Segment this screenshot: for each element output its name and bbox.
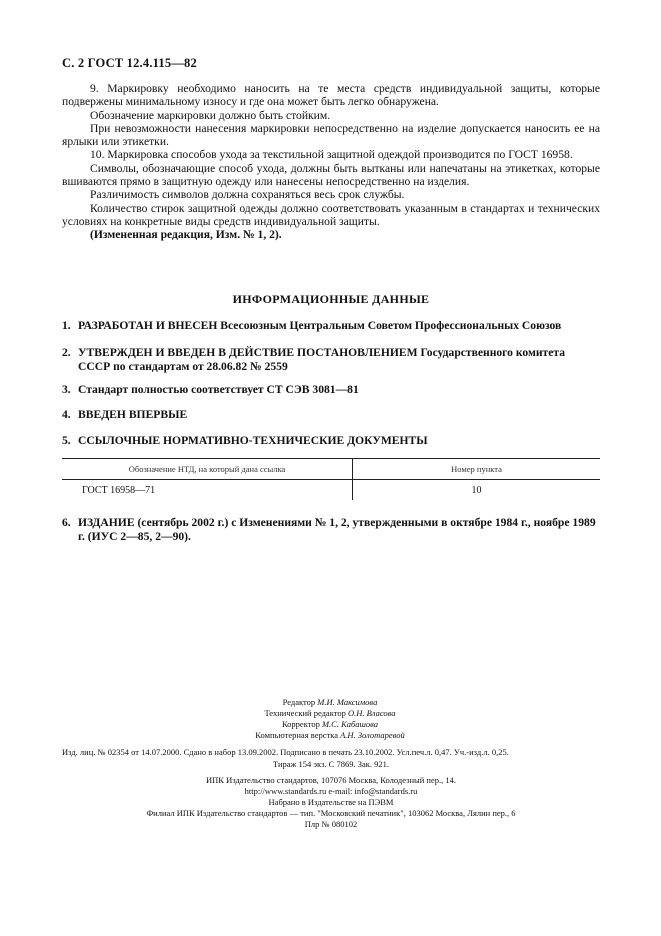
paragraph-marking-durable: Обозначение маркировки должно быть стойким. bbox=[90, 108, 331, 122]
credit-layout: Компьютерная верстка А.Н. Золотаревой bbox=[255, 730, 405, 740]
info-item-1: 1. РАЗРАБОТАН И ВНЕСЕН Всесоюзным Центральным Советом Профессиональных Союзов bbox=[62, 319, 562, 332]
amendment-note: (Измененная редакция, Изм. № 1, 2). bbox=[90, 228, 282, 242]
table-cell-clause: 10 bbox=[471, 484, 482, 496]
imprint-web: http://www.standards.ru e-mail: info@standards.ru bbox=[244, 786, 418, 796]
imprint-block bbox=[62, 775, 600, 830]
editorial-credits bbox=[230, 697, 430, 741]
table-cell-document: ГОСТ 16958—71 bbox=[62, 480, 353, 501]
imprint-printer: Филиал ИПК Издательство стандартов — тип. "Московский печатник", 103062 Москва, Лялин пер., 6 bbox=[146, 808, 516, 818]
table-header-document: Обозначение НТД, на который дана ссылка bbox=[62, 459, 353, 480]
paragraph-labels: При невозможности нанесения маркировки непосредственно на изделие допускается наносить ее на ярлыки или этикетки. bbox=[62, 121, 600, 149]
table-header-clause: Номер пункта bbox=[353, 459, 601, 480]
paragraph-10: 10. Маркировка способов ухода за текстильной защитной одеждой производится по ГОСТ 16958. bbox=[90, 148, 573, 162]
credit-technical-editor: Технический редактор О.Н. Власова bbox=[264, 708, 396, 718]
credit-editor: Редактор М.И. Максимова bbox=[282, 697, 378, 707]
imprint-typeset: Набрано в Издательстве на ПЭВМ bbox=[268, 797, 394, 807]
info-item-5: 5. ССЫЛОЧНЫЕ НОРМАТИВНО-ТЕХНИЧЕСКИЕ ДОКУМЕНТЫ bbox=[62, 434, 428, 447]
publication-line-1: Изд. лиц. № 02354 от 14.07.2000. Сдано в набор 13.09.2002. Подписано в печать 23.10.2002. Усл.печ.л. 0,47. Уч.-изд.л. 0,25. bbox=[62, 747, 509, 757]
publication-info bbox=[62, 746, 600, 770]
reference-documents-table bbox=[62, 458, 600, 500]
publication-line-2: Тираж 154 экз. С 7869. Зак. 921. bbox=[272, 759, 390, 769]
imprint-publisher: ИПК Издательство стандартов, 107076 Москва, Колодезный пер., 14. bbox=[206, 775, 456, 785]
paragraph-wash-count: Количество стирок защитной одежды должно соответствовать указанным в стандартах и технических условиях на конкретные виды средств индивидуальной защиты. bbox=[62, 201, 600, 228]
credit-proofreader: Корректор М.С. Кабашова bbox=[281, 719, 379, 729]
paragraph-9: 9. Маркировку необходимо наносить на те места средств индивидуальной защиты, которые подвержены минимальному износу и где она может быть легко обнаружена. bbox=[62, 82, 600, 109]
table-row bbox=[62, 480, 600, 501]
paragraph-symbols: Символы, обозначающие способ ухода, должны быть вытканы или напечатаны на этикетках, которые вшиваются прямо в защитную одежду или нанесены непосредственно на изделия. bbox=[62, 161, 600, 189]
table-header-row bbox=[62, 459, 600, 480]
info-item-3: 3. Стандарт полностью соответствует СТ СЭВ 3081—81 bbox=[62, 383, 359, 396]
paragraph-legibility: Различимость символов должна сохраняться весь срок службы. bbox=[90, 188, 405, 202]
info-item-6: 6. ИЗДАНИЕ (сентябрь 2002 г.) с Изменениями № 1, 2, утвержденными в октябре 1984 г., ноябре 1989 г. (ИУС 2—85, 2—90). bbox=[62, 516, 596, 543]
imprint-license: Плр № 080102 bbox=[304, 819, 358, 829]
body-text bbox=[62, 82, 600, 242]
page-header: С. 2 ГОСТ 12.4.115—82 bbox=[62, 56, 197, 70]
info-section-title: ИНФОРМАЦИОННЫЕ ДАННЫЕ bbox=[232, 292, 430, 306]
info-item-4: 4. ВВЕДЕН ВПЕРВЫЕ bbox=[62, 408, 188, 421]
info-item-2: 2. УТВЕРЖДЕН И ВВЕДЕН В ДЕЙСТВИЕ ПОСТАНОВЛЕНИЕМ Государственного комитета СССР по стандартам от 28.06.82 № 2559 bbox=[62, 346, 565, 373]
